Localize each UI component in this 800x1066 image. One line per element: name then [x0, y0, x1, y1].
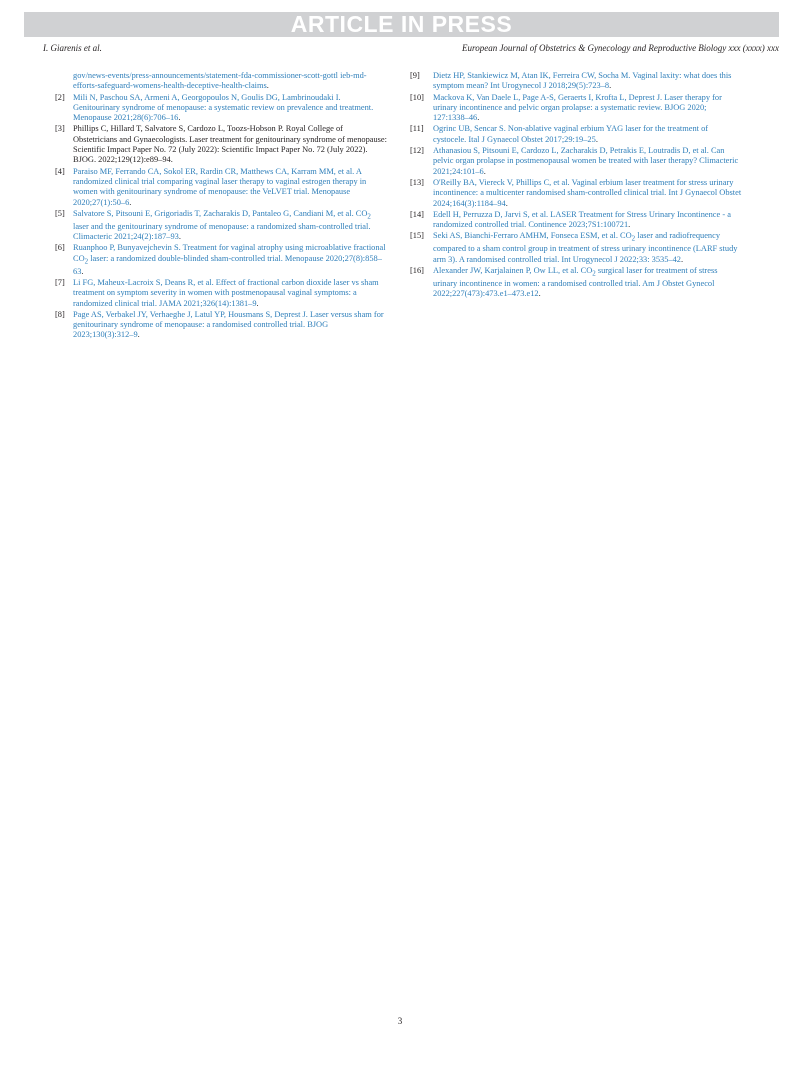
reference-link[interactable]: Seki AS, Bianchi-Ferraro AMHM, Fonseca ESM, et al. $CO_2$ laser and radiofrequency compared to a sham control group in treatment of stress urinary incontinence (LARF study arm 3). A randomised controlled trial. Int Urogynecol J 2022;33: 3535–42 — [433, 231, 738, 264]
reference-item: [13] O'Reilly BA, Viereck V, Phillips C, et al. Vaginal erbium laser treatment for stress urinary incontinence: a multicenter randomised sham-controlled clinical trial. Int J Gynaecol Obstet 2024;164(3):1184–94. — [410, 177, 742, 208]
reference-item: [9] Dietz HP, Stankiewicz M, Atan IK, Ferreira CW, Socha M. Vaginal laxity: what does this symptom mean? Int Urogynecol J 2018;29(5):723–8. — [410, 71, 732, 91]
article-in-press-banner — [24, 12, 779, 37]
reference-item: [2] Mili N, Paschou SA, Armeni A, Georgopoulos N, Goulis DG, Lambrinoudaki I. Genitourinary syndrome of menopause: a systematic review on prevalence and treatment. Menopause 2021;28(6):706–16. — [55, 92, 374, 123]
reference-number: [12] — [410, 146, 424, 156]
reference-link[interactable]: Ruanphoo P, Bunyavejchevin S. Treatment for vaginal atrophy using microablative fractional $CO_2$ laser: a randomized double-blinded sham-controlled trial. Menopause 2020;27(8):858–63 — [73, 243, 386, 276]
reference-number: [3] — [55, 124, 65, 134]
reference-number: [5] — [55, 208, 65, 218]
reference-item: [4] Paraiso MF, Ferrando CA, Sokol ER, Rardin CR, Matthews CA, Karram MM, et al. A randomized clinical trial comparing vaginal laser therapy to vaginal estrogen therapy in women with genitourinary syndrome of menopause: the VeLVET trial. Menopause 2020;27(1):50–6. — [55, 166, 367, 207]
reference-link[interactable]: Dietz HP, Stankiewicz M, Atan IK, Ferreira CW, Socha M. Vaginal laxity: what does this symptom mean? Int Urogynecol J 2018;29(5):723–8 — [433, 71, 732, 91]
reference-number: [11] — [410, 124, 424, 134]
reference-link[interactable]: Athanasiou S, Pitsouni E, Cardozo L, Zacharakis D, Petrakis E, Loutradis D, et al. Can pelvic organ prolapse in postmenopausal women be treated with laser therapy? Climacteric 2021;24:101–6 — [433, 146, 739, 176]
reference-link[interactable]: Page AS, Verbakel JY, Verhaeghe J, Latul YP, Housmans S, Deprest J. Laser versus sham for genitourinary syndrome of menopause: a randomised controlled trial. BJOG 2023;130(3):312–9 — [73, 309, 384, 340]
running-head-author: I. Giarenis et al. — [43, 43, 102, 53]
reference-text: Phillips C, Hillard T, Salvatore S, Cardozo L, Toozs-Hobson P. Royal College of Obstetricians and Gynaecologists. Laser treatment for genitourinary syndrome of menopause: Scientific Impact Paper No. 72 (July 2022): Scientific Impact Paper No. 72 (July 2022). BJOG. 2022;129(12):e89–94. — [73, 124, 387, 165]
reference-link[interactable]: Li FG, Maheux-Lacroix S, Deans R, et al. Effect of fractional carbon dioxide laser vs sham treatment on symptom severity in women with postmenopausal vaginal symptoms: a randomized clinical trial. JAMA 2021;326(14):1381–9 — [73, 277, 379, 308]
reference-link[interactable]: Salvatore S, Pitsouni E, Grigoriadis T, Zacharakis D, Pantaleo G, Candiani M, et al. $CO_2$ laser and the genitourinary syndrome of menopause: a randomized sham-controlled trial. Climacteric 2021;24(2):187–93 — [73, 208, 371, 242]
reference-link[interactable]: Alexander JW, Karjalainen P, Ow LL, et al. $CO_2$ surgical laser for treatment of stress urinary incontinence in women: a randomised controlled trial. Am J Obstet Gynecol 2022;227(473):473.e1–473.e12 — [433, 266, 718, 299]
reference-item: [12] Athanasiou S, Pitsouni E, Cardozo L, Zacharakis D, Petrakis E, Loutradis D, et al. Can pelvic organ prolapse in postmenopausal women be treated with laser therapy? Climacteric 2021;24:101–6. — [410, 146, 739, 176]
reference-item — [55, 124, 387, 165]
reference-number: [13] — [410, 177, 424, 187]
references-left-column — [55, 71, 387, 342]
reference-item: [10] Mackova K, Van Daele L, Page A-S, Geraerts I, Krofta L, Deprest J. Laser therapy for urinary incontinence and pelvic organ prolapse: a systematic review. BJOG 2020; 127:1338–46. — [410, 92, 722, 123]
reference-item: [11] Ogrinc UB, Sencar S. Non-ablative vaginal erbium YAG laser for the treatment of cystocele. Ital J Gynaecol Obstet 2017;29:19–25. — [410, 124, 709, 144]
banner-text: ARTICLE IN PRESS — [290, 11, 513, 37]
reference-item: [15] Seki AS, Bianchi-Ferraro AMHM, Fonseca ESM, et al. $CO_2$ laser and radiofrequency compared to a sham control group in treatment of stress urinary incontinence (LARF study arm 3). A randomised controlled trial. Int Urogynecol J 2022;33: 3535–42. — [410, 231, 738, 264]
reference-item: [14] Edell H, Perruzza D, Jarvi S, et al. LASER Treatment for Stress Urinary Incontinence - a randomized controlled trial. Continence 2023;7S1:100721. — [410, 209, 731, 230]
reference-link[interactable]: Ogrinc UB, Sencar S. Non-ablative vaginal erbium YAG laser for the treatment of cystocele. Ital J Gynaecol Obstet 2017;29:19–25 — [433, 124, 709, 144]
reference-number: [15] — [410, 231, 424, 241]
page-number: 3 — [397, 1016, 403, 1026]
reference-number: [2] — [55, 92, 65, 102]
reference-link[interactable]: Edell H, Perruzza D, Jarvi S, et al. LASER Treatment for Stress Urinary Incontinence - a randomized controlled trial. Continence 2023;7S1:100721 — [433, 209, 731, 230]
reference-item: [8] Page AS, Verbakel JY, Verhaeghe J, Latul YP, Housmans S, Deprest J. Laser versus sham for genitourinary syndrome of menopause: a randomised controlled trial. BJOG 2023;130(3):312–9. — [55, 309, 384, 340]
reference-link[interactable]: gov/news-events/press-announcements/statement-fda-commissioner-scott-gottl ieb-md-efforts-safeguard-womens-health-deceptive-health-claims — [73, 71, 367, 91]
reference-item: [6] Ruanphoo P, Bunyavejchevin S. Treatment for vaginal atrophy using microablative fractional $CO_2$ laser: a randomized double-blinded sham-controlled trial. Menopause 2020;27(8):858–63. — [55, 243, 386, 276]
reference-number: [7] — [55, 277, 65, 287]
reference-number: [6] — [55, 243, 65, 253]
reference-link[interactable]: Mackova K, Van Daele L, Page A-S, Geraerts I, Krofta L, Deprest J. Laser therapy for urinary incontinence and pelvic organ prolapse: a systematic review. BJOG 2020; 127:1338–46 — [433, 92, 722, 123]
reference-item: [7] Li FG, Maheux-Lacroix S, Deans R, et al. Effect of fractional carbon dioxide laser vs sham treatment on symptom severity in women with postmenopausal vaginal symptoms: a randomized clinical trial. JAMA 2021;326(14):1381–9. — [55, 277, 379, 308]
reference-number: [10] — [410, 92, 424, 102]
reference-link[interactable]: Paraiso MF, Ferrando CA, Sokol ER, Rardin CR, Matthews CA, Karram MM, et al. A randomized clinical trial comparing vaginal laser therapy to vaginal estrogen therapy in women with genitourinary syndrome of menopause: the VeLVET trial. Menopause 2020;27(1):50–6 — [73, 166, 367, 207]
reference-number: [16] — [410, 266, 424, 276]
reference-number: [14] — [410, 209, 424, 219]
reference-continuation: gov/news-events/press-announcements/statement-fda-commissioner-scott-gottl ieb-md-efforts-safeguard-womens-health-deceptive-health-claims. — [73, 71, 367, 91]
references-right-column — [410, 71, 742, 301]
reference-item: [16] Alexander JW, Karjalainen P, Ow LL, et al. $CO_2$ surgical laser for treatment of stress urinary incontinence in women: a randomised controlled trial. Am J Obstet Gynecol 2022;227(473):473.e1–473.e12. — [410, 266, 718, 299]
reference-link[interactable]: O'Reilly BA, Viereck V, Phillips C, et al. Vaginal erbium laser treatment for stress urinary incontinence: a multicenter randomised sham-controlled clinical trial. Int J Gynaecol Obstet 2024;164(3):1184–94 — [433, 177, 742, 208]
reference-number: [9] — [410, 71, 420, 80]
reference-number: [4] — [55, 166, 65, 176]
reference-item: [5] Salvatore S, Pitsouni E, Grigoriadis T, Zacharakis D, Pantaleo G, Candiani M, et al. $CO_2$ laser and the genitourinary syndrome of menopause: a randomized sham-controlled trial. Climacteric 2021;24(2):187–93. — [55, 208, 371, 242]
running-head-journal: European Journal of Obstetrics & Gynecology and Reproductive Biology xxx (xxxx) xxx — [462, 43, 779, 53]
reference-number: [8] — [55, 309, 65, 319]
reference-link[interactable]: Mili N, Paschou SA, Armeni A, Georgopoulos N, Goulis DG, Lambrinoudaki I. Genitourinary syndrome of menopause: a systematic review on prevalence and treatment. Menopause 2021;28(6):706–16 — [73, 92, 374, 123]
